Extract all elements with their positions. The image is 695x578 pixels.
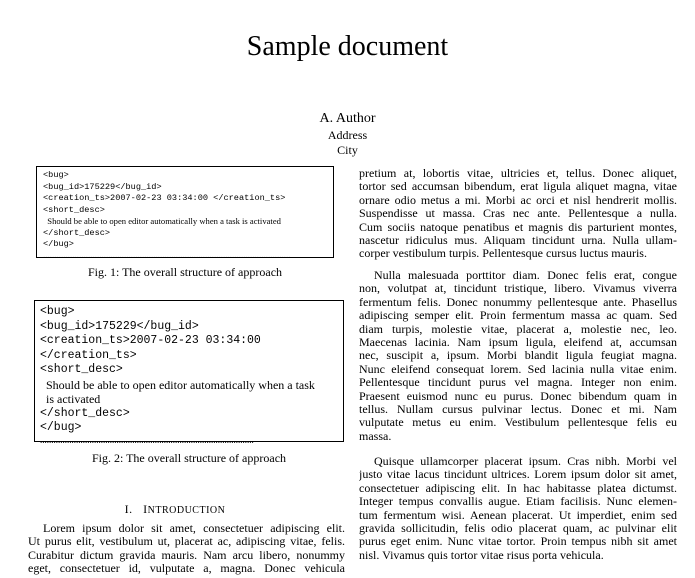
author-name: A. Author (319, 111, 376, 126)
body-line: nec, suscipit a, ipsum. Morbi blandit ligula feugiat magna. (359, 349, 677, 363)
fig2-dotted-rule: ............................................................................................... (40, 435, 254, 444)
body-line: Maecenas lacinia. Nam ipsum ligula, eleifend at, accumsan (359, 335, 677, 349)
fig1-code-line: Should be able to open editor automatically when a task is activated (43, 216, 281, 226)
intro-paragraph (28, 522, 345, 576)
figure-1-box (36, 166, 334, 258)
body-line: consectetuer adipiscing elit. In hac habitasse platea dictumst. (359, 481, 677, 495)
fig2-code-line: Should be able to open editor automatically when a task (40, 377, 315, 392)
intro-line: Ut purus elit, vestibulum ut, placerat ac, adipiscing vitae, felis. (28, 535, 345, 549)
body-line: vulputate metus eu enim. Vestibulum pellentesque felis eu (359, 416, 677, 430)
body-line: purus eget enim. Nunc vitae tortor. Proin tempus nibh sit amet (359, 535, 677, 549)
fig1-dotted-rule: .............................................................................................................. (43, 250, 291, 259)
body-line: Nulla malesuada porttitor diam. Donec felis erat, congue (374, 269, 677, 282)
section-heading (0, 502, 350, 517)
body-line: fermentum felis. Donec nonummy pellentesque ante. Phasellus (359, 295, 677, 309)
body-line: diam turpis, molestie vitae, placerat a, molestie nec, leo. (359, 322, 677, 336)
body-line: massa. (359, 429, 392, 443)
body-line: corper vestibulum turpis. Pellentesque cursus luctus mauris. (359, 247, 647, 261)
right-paragraph-3 (359, 455, 677, 562)
section-title-initial: I (143, 502, 148, 516)
body-line: pretium at, lobortis vitae, ultricies et, tellus. Donec aliquet, (359, 167, 677, 180)
fig1-code-line: <creation_ts>2007-02-23 03:34:00 </creation_ts> (43, 193, 286, 203)
body-line: Cum sociis natoque penatibus et magnis dis parturient montes, (359, 220, 677, 234)
body-line: justo vitae lacus tincidunt ultrices. Lorem ipsum dolor sit amet, (359, 468, 677, 482)
fig2-code-line: is activated (40, 392, 101, 406)
body-line: adipiscing semper elit. Proin fermentum massa ac quam. Sed (359, 309, 677, 323)
body-line: tum fermentum wisi. Aenean placerat. Ut imperdiet, enim sed (359, 508, 677, 522)
intro-line: Lorem ipsum dolor sit amet, consectetuer adipiscing elit. (43, 522, 345, 535)
intro-line: eget, consectetuer id, vulputate a, magna. Donec vehicula (28, 562, 345, 576)
fig2-code-line: <bug> (40, 305, 75, 318)
body-line: Praesent euismod nunc eu purus. Donec bibendum quam in (359, 389, 677, 403)
fig1-code-line: </short_desc> (43, 227, 111, 238)
body-line: tortor sed accumsan bibendum, erat ligula aliquet magna, vitae (359, 180, 677, 194)
section-number: I. (124, 502, 133, 516)
section-title-rest: NTRODUCTION (147, 505, 226, 516)
body-line: Suspendisse ut massa. Cras nec ante. Pellentesque a nulla. (359, 207, 677, 221)
right-paragraph-2 (359, 269, 677, 443)
fig2-code-line: </short_desc> (40, 406, 130, 420)
body-line: tellus. Nullam cursus pulvinar lectus. Donec et mi. Nam (359, 402, 677, 416)
fig2-code-line: <short_desc> (40, 363, 123, 376)
figure-2-caption: Fig. 2: The overall structure of approach (91, 451, 287, 465)
intro-line: Curabitur dictum gravida mauris. Nam arcu libero, nonummy (28, 548, 345, 562)
body-line: Pellentesque tincidunt purus vel magna. Integer non enim. (359, 376, 677, 390)
body-line: Integer tempus convallis augue. Etiam facilisis. Nunc elemen- (359, 495, 677, 509)
fig2-code-line: <creation_ts>2007-02-23 03:34:00 (40, 334, 261, 347)
body-line: ornare odio metus a mi. Morbi ac orci et nisl hendrerit mollis. (359, 193, 677, 207)
figure-2-box (34, 300, 344, 442)
body-line: nisl. Vivamus quis tortor vitae risus porta vehicula. (359, 548, 604, 562)
right-paragraph-1 (359, 167, 677, 261)
body-line: nascetur ridiculus mus. Aliquam tincidunt urna. Nulla ullam- (359, 233, 677, 247)
author-address: Address (327, 128, 368, 142)
body-line: Nunc eleifend consequat lorem. Sed lacinia nulla vitae enim. (359, 362, 677, 376)
figure-1-caption: Fig. 1: The overall structure of approach (87, 265, 283, 279)
fig1-code-line: <short_desc> (43, 204, 105, 215)
fig2-code-line: </creation_ts> (40, 348, 137, 362)
body-line: non, volutpat at, tincidunt tristique, libero. Vivamus viverra (359, 282, 677, 296)
fig2-code-line: <bug_id>175229</bug_id> (40, 319, 199, 333)
fig1-code-line: <bug_id>175229</bug_id> (43, 181, 162, 192)
fig1-code-line: </bug> (43, 239, 74, 249)
fig1-code-line: <bug> (43, 170, 69, 180)
author-city: City (337, 143, 358, 157)
fig2-code-line: </bug> (40, 421, 82, 434)
body-line: gravida sollicitudin, felis odio placerat quam, ac pulvinar elit (359, 521, 677, 535)
document-title: Sample document (246, 31, 449, 62)
body-line: Quisque ullamcorper placerat ipsum. Cras nibh. Morbi vel (374, 455, 677, 468)
